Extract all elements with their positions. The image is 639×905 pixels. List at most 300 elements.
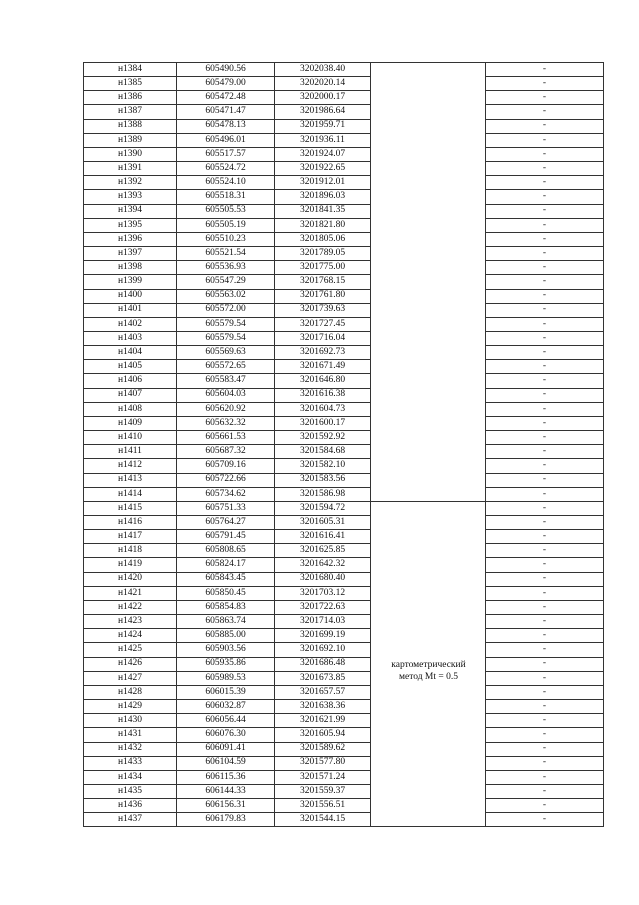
method-cell [371, 416, 486, 430]
point-id-cell: н1397 [84, 247, 177, 261]
method-cell [371, 374, 486, 388]
x-coordinate-cell: 605854.83 [177, 600, 275, 614]
point-id-cell: н1407 [84, 388, 177, 402]
x-coordinate-cell: 605479.00 [177, 77, 275, 91]
table-row [84, 91, 604, 105]
x-coordinate-cell: 605518.31 [177, 190, 275, 204]
method-cell [371, 289, 486, 303]
point-id-cell: н1386 [84, 91, 177, 105]
note-cell: - [486, 685, 604, 699]
point-id-cell: н1404 [84, 346, 177, 360]
method-cell [371, 247, 486, 261]
point-id-cell: н1394 [84, 204, 177, 218]
x-coordinate-cell: 605563.02 [177, 289, 275, 303]
y-coordinate-cell: 3201625.85 [275, 544, 371, 558]
y-coordinate-cell: 3201692.73 [275, 346, 371, 360]
note-cell: - [486, 77, 604, 91]
note-cell: - [486, 218, 604, 232]
table-row [84, 473, 604, 487]
table-row [84, 247, 604, 261]
y-coordinate-cell: 3201703.12 [275, 586, 371, 600]
method-cell [371, 388, 486, 402]
point-id-cell: н1405 [84, 360, 177, 374]
point-id-cell: н1401 [84, 303, 177, 317]
y-coordinate-cell: 3202020.14 [275, 77, 371, 91]
point-id-cell: н1416 [84, 516, 177, 530]
method-cell [371, 586, 486, 600]
x-coordinate-cell: 605496.01 [177, 133, 275, 147]
note-cell: - [486, 572, 604, 586]
point-id-cell: н1389 [84, 133, 177, 147]
table-row [84, 600, 604, 614]
y-coordinate-cell: 3201959.71 [275, 119, 371, 133]
table-row [84, 685, 604, 699]
note-cell: - [486, 558, 604, 572]
method-cell [371, 784, 486, 798]
method-label-line1: картометрический [391, 660, 466, 670]
table-row [84, 119, 604, 133]
table-row [84, 459, 604, 473]
table-row [84, 289, 604, 303]
point-id-cell: н1409 [84, 416, 177, 430]
table-row [84, 643, 604, 657]
x-coordinate-cell: 605850.45 [177, 586, 275, 600]
point-id-cell: н1418 [84, 544, 177, 558]
point-id-cell: н1433 [84, 756, 177, 770]
point-id-cell: н1427 [84, 671, 177, 685]
x-coordinate-cell: 606032.87 [177, 700, 275, 714]
x-coordinate-cell: 605935.86 [177, 657, 275, 671]
table-row [84, 317, 604, 331]
note-cell: - [486, 501, 604, 515]
coordinates-table-body [84, 63, 604, 827]
x-coordinate-cell: 605661.53 [177, 431, 275, 445]
method-cell [371, 629, 486, 643]
method-cell [371, 331, 486, 345]
method-cell [371, 147, 486, 161]
method-label [371, 659, 486, 683]
table-row [84, 530, 604, 544]
point-id-cell: н1392 [84, 176, 177, 190]
point-id-cell: н1406 [84, 374, 177, 388]
x-coordinate-cell: 605824.17 [177, 558, 275, 572]
note-cell: - [486, 459, 604, 473]
y-coordinate-cell: 3201646.80 [275, 374, 371, 388]
method-cell [371, 218, 486, 232]
x-coordinate-cell: 605751.33 [177, 501, 275, 515]
y-coordinate-cell: 3201936.11 [275, 133, 371, 147]
x-coordinate-cell: 606015.39 [177, 685, 275, 699]
table-row [84, 261, 604, 275]
table-row [84, 303, 604, 317]
x-coordinate-cell: 605687.32 [177, 445, 275, 459]
y-coordinate-cell: 3201592.92 [275, 431, 371, 445]
y-coordinate-cell: 3201716.04 [275, 331, 371, 345]
table-row [84, 784, 604, 798]
y-coordinate-cell: 3201544.15 [275, 813, 371, 827]
point-id-cell: н1437 [84, 813, 177, 827]
note-cell: - [486, 742, 604, 756]
note-cell: - [486, 487, 604, 501]
y-coordinate-cell: 3201582.10 [275, 459, 371, 473]
point-id-cell: н1415 [84, 501, 177, 515]
method-cell [371, 685, 486, 699]
x-coordinate-cell: 605764.27 [177, 516, 275, 530]
point-id-cell: н1436 [84, 799, 177, 813]
y-coordinate-cell: 3201616.41 [275, 530, 371, 544]
note-cell: - [486, 360, 604, 374]
x-coordinate-cell: 606076.30 [177, 728, 275, 742]
point-id-cell: н1385 [84, 77, 177, 91]
point-id-cell: н1391 [84, 162, 177, 176]
point-id-cell: н1428 [84, 685, 177, 699]
y-coordinate-cell: 3201589.62 [275, 742, 371, 756]
note-cell: - [486, 176, 604, 190]
note-cell: - [486, 162, 604, 176]
x-coordinate-cell: 605490.56 [177, 63, 275, 77]
method-cell [371, 204, 486, 218]
note-cell: - [486, 331, 604, 345]
note-cell: - [486, 600, 604, 614]
x-coordinate-cell: 605517.57 [177, 147, 275, 161]
y-coordinate-cell: 3201605.31 [275, 516, 371, 530]
point-id-cell: н1412 [84, 459, 177, 473]
table-row [84, 147, 604, 161]
table-row [84, 63, 604, 77]
point-id-cell: н1398 [84, 261, 177, 275]
y-coordinate-cell: 3201671.49 [275, 360, 371, 374]
method-cell [371, 700, 486, 714]
x-coordinate-cell: 605536.93 [177, 261, 275, 275]
x-coordinate-cell: 606091.41 [177, 742, 275, 756]
point-id-cell: н1410 [84, 431, 177, 445]
x-coordinate-cell: 605620.92 [177, 402, 275, 416]
x-coordinate-cell: 605524.72 [177, 162, 275, 176]
note-cell: - [486, 799, 604, 813]
table-row [84, 402, 604, 416]
table-row [84, 657, 604, 671]
note-cell: - [486, 289, 604, 303]
method-cell [371, 728, 486, 742]
note-cell: - [486, 756, 604, 770]
table-row [84, 756, 604, 770]
table-row [84, 431, 604, 445]
point-id-cell: н1393 [84, 190, 177, 204]
x-coordinate-cell: 606115.36 [177, 770, 275, 784]
y-coordinate-cell: 3201805.06 [275, 232, 371, 246]
note-cell: - [486, 657, 604, 671]
method-cell [371, 402, 486, 416]
method-cell [371, 303, 486, 317]
y-coordinate-cell: 3201577.80 [275, 756, 371, 770]
method-cell [371, 615, 486, 629]
y-coordinate-cell: 3201571.24 [275, 770, 371, 784]
point-id-cell: н1421 [84, 586, 177, 600]
table-row [84, 445, 604, 459]
point-id-cell: н1424 [84, 629, 177, 643]
y-coordinate-cell: 3201586.98 [275, 487, 371, 501]
point-id-cell: н1408 [84, 402, 177, 416]
y-coordinate-cell: 3201583.56 [275, 473, 371, 487]
point-id-cell: н1419 [84, 558, 177, 572]
note-cell: - [486, 119, 604, 133]
method-cell [371, 501, 486, 515]
y-coordinate-cell: 3201594.72 [275, 501, 371, 515]
table-row [84, 501, 604, 515]
note-cell: - [486, 445, 604, 459]
method-cell [371, 742, 486, 756]
point-id-cell: н1402 [84, 317, 177, 331]
x-coordinate-cell: 605547.29 [177, 275, 275, 289]
table-row [84, 77, 604, 91]
note-cell: - [486, 303, 604, 317]
point-id-cell: н1420 [84, 572, 177, 586]
table-row [84, 728, 604, 742]
point-id-cell: н1390 [84, 147, 177, 161]
x-coordinate-cell: 605569.63 [177, 346, 275, 360]
note-cell: - [486, 530, 604, 544]
point-id-cell: н1387 [84, 105, 177, 119]
note-cell: - [486, 91, 604, 105]
note-cell: - [486, 615, 604, 629]
note-cell: - [486, 133, 604, 147]
y-coordinate-cell: 3201714.03 [275, 615, 371, 629]
point-id-cell: н1396 [84, 232, 177, 246]
table-row [84, 629, 604, 643]
table-row [84, 700, 604, 714]
y-coordinate-cell: 3201621.99 [275, 714, 371, 728]
note-cell: - [486, 671, 604, 685]
method-cell [371, 232, 486, 246]
table-row [84, 813, 604, 827]
x-coordinate-cell: 605472.48 [177, 91, 275, 105]
method-cell [371, 445, 486, 459]
note-cell: - [486, 586, 604, 600]
table-row [84, 544, 604, 558]
x-coordinate-cell: 605524.10 [177, 176, 275, 190]
note-cell: - [486, 204, 604, 218]
y-coordinate-cell: 3201775.00 [275, 261, 371, 275]
y-coordinate-cell: 3201789.05 [275, 247, 371, 261]
note-cell: - [486, 544, 604, 558]
y-coordinate-cell: 3201556.51 [275, 799, 371, 813]
x-coordinate-cell: 606179.83 [177, 813, 275, 827]
y-coordinate-cell: 3201739.63 [275, 303, 371, 317]
x-coordinate-cell: 606104.59 [177, 756, 275, 770]
coordinates-table [83, 62, 604, 827]
method-cell [371, 714, 486, 728]
method-cell [371, 275, 486, 289]
x-coordinate-cell: 605604.03 [177, 388, 275, 402]
point-id-cell: н1422 [84, 600, 177, 614]
table-row [84, 105, 604, 119]
y-coordinate-cell: 3201657.57 [275, 685, 371, 699]
y-coordinate-cell: 3201692.10 [275, 643, 371, 657]
note-cell: - [486, 402, 604, 416]
note-cell: - [486, 232, 604, 246]
point-id-cell: н1413 [84, 473, 177, 487]
note-cell: - [486, 388, 604, 402]
note-cell: - [486, 317, 604, 331]
method-cell [371, 176, 486, 190]
y-coordinate-cell: 3201600.17 [275, 416, 371, 430]
method-cell [371, 105, 486, 119]
point-id-cell: н1388 [84, 119, 177, 133]
method-cell [371, 473, 486, 487]
method-cell [371, 544, 486, 558]
y-coordinate-cell: 3201605.94 [275, 728, 371, 742]
table-row [84, 516, 604, 530]
point-id-cell: н1423 [84, 615, 177, 629]
point-id-cell: н1399 [84, 275, 177, 289]
y-coordinate-cell: 3201604.73 [275, 402, 371, 416]
y-coordinate-cell: 3201896.03 [275, 190, 371, 204]
table-row [84, 714, 604, 728]
note-cell: - [486, 275, 604, 289]
method-cell [371, 572, 486, 586]
y-coordinate-cell: 3201616.38 [275, 388, 371, 402]
method-cell [371, 77, 486, 91]
x-coordinate-cell: 606156.31 [177, 799, 275, 813]
point-id-cell: н1434 [84, 770, 177, 784]
x-coordinate-cell: 605863.74 [177, 615, 275, 629]
x-coordinate-cell: 605791.45 [177, 530, 275, 544]
method-cell [371, 190, 486, 204]
y-coordinate-cell: 3202038.40 [275, 63, 371, 77]
y-coordinate-cell: 3201673.85 [275, 671, 371, 685]
table-row [84, 232, 604, 246]
method-cell [371, 162, 486, 176]
x-coordinate-cell: 606144.33 [177, 784, 275, 798]
point-id-cell: н1417 [84, 530, 177, 544]
y-coordinate-cell: 3201699.19 [275, 629, 371, 643]
method-cell [371, 813, 486, 827]
x-coordinate-cell: 605843.45 [177, 572, 275, 586]
note-cell: - [486, 431, 604, 445]
method-cell [371, 799, 486, 813]
y-coordinate-cell: 3201680.40 [275, 572, 371, 586]
x-coordinate-cell: 605579.54 [177, 317, 275, 331]
table-row [84, 331, 604, 345]
point-id-cell: н1403 [84, 331, 177, 345]
method-cell [371, 261, 486, 275]
method-cell [371, 770, 486, 784]
x-coordinate-cell: 605471.47 [177, 105, 275, 119]
table-row [84, 218, 604, 232]
method-cell [371, 346, 486, 360]
point-id-cell: н1426 [84, 657, 177, 671]
x-coordinate-cell: 605478.13 [177, 119, 275, 133]
x-coordinate-cell: 605505.53 [177, 204, 275, 218]
note-cell: - [486, 346, 604, 360]
y-coordinate-cell: 3201584.68 [275, 445, 371, 459]
method-cell [371, 756, 486, 770]
x-coordinate-cell: 605734.62 [177, 487, 275, 501]
note-cell: - [486, 105, 604, 119]
table-row [84, 360, 604, 374]
table-row [84, 770, 604, 784]
y-coordinate-cell: 3201642.32 [275, 558, 371, 572]
table-row [84, 671, 604, 685]
y-coordinate-cell: 3201986.64 [275, 105, 371, 119]
method-cell [371, 487, 486, 501]
x-coordinate-cell: 605632.32 [177, 416, 275, 430]
method-cell [371, 600, 486, 614]
point-id-cell: н1432 [84, 742, 177, 756]
table-row [84, 275, 604, 289]
x-coordinate-cell: 605583.47 [177, 374, 275, 388]
note-cell: - [486, 714, 604, 728]
x-coordinate-cell: 605572.65 [177, 360, 275, 374]
note-cell: - [486, 247, 604, 261]
point-id-cell: н1435 [84, 784, 177, 798]
x-coordinate-cell: 605903.56 [177, 643, 275, 657]
point-id-cell: н1411 [84, 445, 177, 459]
method-cell [371, 119, 486, 133]
method-cell [371, 317, 486, 331]
table-row [84, 416, 604, 430]
y-coordinate-cell: 3201559.37 [275, 784, 371, 798]
point-id-cell: н1414 [84, 487, 177, 501]
x-coordinate-cell: 606056.44 [177, 714, 275, 728]
point-id-cell: н1400 [84, 289, 177, 303]
note-cell: - [486, 643, 604, 657]
note-cell: - [486, 516, 604, 530]
point-id-cell: н1425 [84, 643, 177, 657]
table-row [84, 346, 604, 360]
note-cell: - [486, 784, 604, 798]
table-row [84, 487, 604, 501]
x-coordinate-cell: 605709.16 [177, 459, 275, 473]
y-coordinate-cell: 3201922.65 [275, 162, 371, 176]
y-coordinate-cell: 3201727.45 [275, 317, 371, 331]
x-coordinate-cell: 605521.54 [177, 247, 275, 261]
x-coordinate-cell: 605885.00 [177, 629, 275, 643]
y-coordinate-cell: 3201686.48 [275, 657, 371, 671]
method-cell [371, 431, 486, 445]
method-cell [371, 91, 486, 105]
x-coordinate-cell: 605510.23 [177, 232, 275, 246]
y-coordinate-cell: 3201821.80 [275, 218, 371, 232]
point-id-cell: н1395 [84, 218, 177, 232]
table-row [84, 190, 604, 204]
x-coordinate-cell: 605572.00 [177, 303, 275, 317]
note-cell: - [486, 190, 604, 204]
method-cell [371, 558, 486, 572]
y-coordinate-cell: 3202000.17 [275, 91, 371, 105]
note-cell: - [486, 770, 604, 784]
table-row [84, 586, 604, 600]
note-cell: - [486, 147, 604, 161]
method-cell [371, 459, 486, 473]
y-coordinate-cell: 3201924.07 [275, 147, 371, 161]
method-cell [371, 360, 486, 374]
note-cell: - [486, 261, 604, 275]
method-cell [371, 63, 486, 77]
table-row [84, 388, 604, 402]
y-coordinate-cell: 3201841.35 [275, 204, 371, 218]
point-id-cell: н1429 [84, 700, 177, 714]
method-cell [371, 643, 486, 657]
note-cell: - [486, 629, 604, 643]
table-row [84, 615, 604, 629]
table-row [84, 742, 604, 756]
method-cell [371, 516, 486, 530]
table-row [84, 162, 604, 176]
point-id-cell: н1384 [84, 63, 177, 77]
x-coordinate-cell: 605505.19 [177, 218, 275, 232]
x-coordinate-cell: 605579.54 [177, 331, 275, 345]
